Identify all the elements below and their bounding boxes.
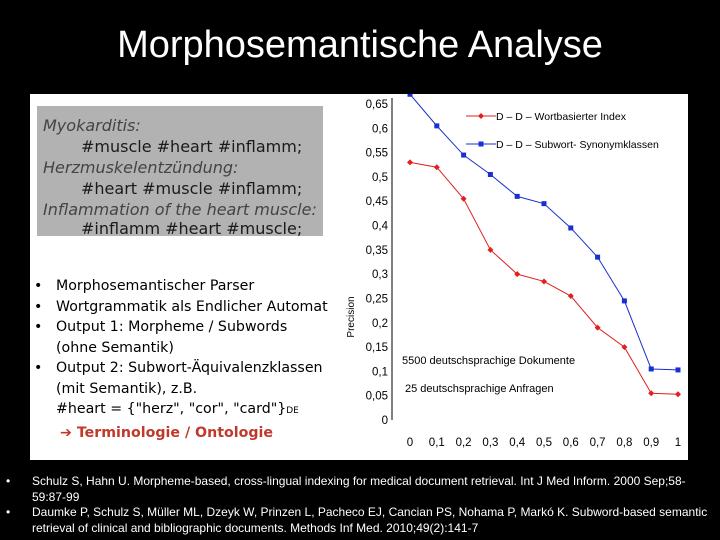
bullet-item: • Wortgrammatik als Endlicher Automat	[34, 298, 328, 315]
y-tick-label: 0,4	[372, 220, 388, 233]
data-point	[408, 94, 413, 97]
y-tick-label: 0,6	[372, 123, 388, 136]
x-tick-label: 1	[674, 437, 682, 449]
data-point	[649, 366, 654, 371]
bullet-item: • Output 2: Subwort-Äquivalenzklassen	[34, 360, 323, 376]
data-point	[595, 255, 600, 260]
y-tick-label: 0,1	[372, 366, 388, 379]
x-tick-label: 0,7	[589, 437, 606, 449]
annotation-text: 25 deutschsprachige Anfragen	[405, 383, 554, 395]
bullet-text: Morphosemantischer Parser	[56, 278, 255, 294]
y-tick-label: 0,25	[365, 293, 388, 306]
bullet-text: Wortgrammatik als Endlicher Automat	[56, 298, 328, 315]
y-tick-label: 0,5	[372, 171, 388, 184]
reference-item: • Daumke P, Schulz S, Müller ML, Dzeyk W, Prinzen L, Pacheco EJ, Cancian PS, Nohama P, Markó K. Subword-based semantic retrieval of clinical and bibliographic documents. Methods Inf Med. 2010;49(2):141-7	[6, 505, 708, 535]
y-tick-label: 0,45	[365, 196, 388, 209]
series-line	[410, 94, 678, 370]
x-tick-label: 0,2	[455, 437, 472, 449]
x-tick-label: 0,8	[616, 437, 633, 449]
bullet-subtext: (mit Semantik), z.B.	[56, 380, 198, 397]
bullet-item: • Output 1: Morpheme / Subwords	[34, 319, 288, 335]
data-point	[622, 298, 627, 303]
bullet-item: • Morphosemantischer Parser	[34, 278, 255, 294]
references	[4, 474, 716, 536]
legend-label: D – D – Wortbasierter Index	[496, 111, 626, 123]
bullet-text: Output 1: Morpheme / Subwords	[56, 319, 288, 335]
x-tick-label: 0,9	[643, 437, 660, 449]
reference-item: • Schulz S, Hahn U. Morpheme-based, cross-lingual indexing for medical document retrieval. Int J Med Inform. 2000 Sep;58-59:87-99	[6, 474, 686, 504]
bullet-subtext: #heart = {"herz", "cor", "card"}DE	[56, 401, 299, 417]
example-term-2: Herzmuskelentzündung:	[43, 158, 239, 177]
language-suffix: DE	[286, 406, 299, 416]
legend-swatch-marker	[478, 113, 484, 119]
bullet-text: Output 2: Subwort-Äquivalenzklassen	[56, 360, 323, 376]
data-point	[675, 391, 681, 397]
y-tick-label: 0,35	[365, 244, 388, 257]
y-tick-label: 0,2	[372, 317, 388, 330]
data-point	[407, 159, 413, 165]
data-point	[461, 153, 466, 158]
example-box	[37, 106, 323, 236]
legend-label: D – D – Subwort- Synonymklassen	[496, 139, 659, 151]
bullet-list	[30, 276, 342, 444]
annotation-text: 5500 deutschsprachige Dokumente	[402, 355, 576, 367]
reference-text: Daumke P, Schulz S, Müller ML, Dzeyk W, Prinzen L, Pacheco EJ, Cancian PS, Nohama P, Markó K. Subword-based semantic retrieval of clinical and bibliographic documents. Methods Inf Med. 2010;49(2):141-7	[32, 505, 708, 535]
bullet-subtext: (ohne Semantik)	[56, 339, 174, 356]
data-point	[648, 390, 654, 396]
y-tick-label: 0,05	[365, 390, 388, 403]
example-subwords-3: #inflamm #heart #muscle;	[81, 219, 303, 238]
y-tick-label: 0,55	[365, 147, 388, 160]
x-tick-label: 0,3	[482, 437, 499, 449]
conclusion-text: Terminologie / Ontologie	[76, 424, 274, 441]
slide-title: Morphosemantische Analyse	[117, 24, 603, 66]
y-tick-label: 0	[381, 415, 388, 427]
y-tick-label: 0,65	[365, 99, 388, 111]
data-point	[541, 278, 547, 284]
data-point	[515, 194, 520, 199]
conclusion-line	[30, 422, 342, 444]
legend-swatch-marker	[479, 142, 484, 147]
x-tick-label: 0,4	[509, 437, 526, 449]
x-tick-label: 0,1	[428, 437, 445, 449]
y-axis-label: Precision	[346, 296, 357, 338]
data-point	[676, 367, 681, 372]
data-point	[568, 225, 573, 230]
example-subwords-1: #muscle #heart #inflamm;	[81, 137, 303, 156]
y-tick-label: 0,15	[365, 342, 388, 355]
arrow-icon: ➔	[60, 424, 72, 441]
data-point	[488, 172, 493, 177]
y-tick-label: 0,3	[372, 269, 388, 282]
example-term-3: Inflammation of the heart muscle:	[43, 200, 317, 219]
reference-text: Schulz S, Hahn U. Morpheme-based, cross-lingual indexing for medical document retrieval. Int J Med Inform. 2000 Sep;58-59:87-99	[32, 474, 686, 504]
example-term-1: Myokarditis:	[43, 116, 141, 135]
x-tick-label: 0,5	[536, 437, 552, 449]
example-subwords-2: #heart #muscle #inflamm;	[81, 179, 303, 198]
x-tick-label: 0	[406, 437, 414, 449]
x-tick-label: 0,6	[562, 437, 579, 449]
data-point	[542, 201, 547, 206]
data-point	[434, 123, 439, 128]
precision-recall-chart	[330, 94, 688, 460]
